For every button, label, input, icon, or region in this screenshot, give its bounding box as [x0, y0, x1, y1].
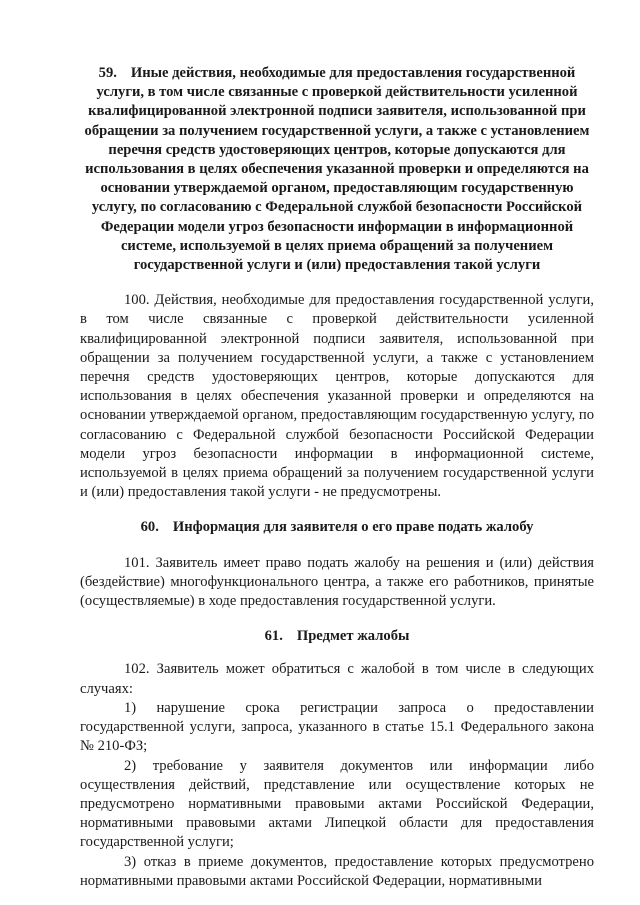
section-title: Иные действия, необходимые для предоставления государственной услуги, в том числе связанные с проверкой действительности усиленной квалифицированной электронной подписи заявителя, использованной при обращении за получением государственной услуги, а также с установлением перечня средств удостоверяющих центров, которые допускаются для использования в целях обеспечения указанной проверки и определяются на основании утверждаемой органом, предоставляющим государственную услугу, по согласованию с Федеральной службой безопасности Российской Федерации модели угроз безопасности информации в информационной системе, используемой в целях приема обращений за получением государственной услуги и (или) предоставления такой услуги: [84, 65, 590, 274]
list-item: 1) нарушение срока регистрации запроса о предоставлении государственной услуги, запроса, указанного в статье 15.1 Федерального закона № 210-ФЗ;: [80, 699, 594, 755]
section-60-heading: [80, 518, 594, 537]
list-item: 3) отказ в приеме документов, предоставление которых предусмотрено нормативными правовыми актами Российской Федерации, нормативными: [80, 853, 594, 889]
section-title: Предмет жалобы: [296, 628, 410, 645]
paragraph-100: 100. Действия, необходимые для предоставления государственной услуги, в том числе связанные с проверкой действительности усиленной квалифицированной электронной подписи заявителя, использованной при обращении за получением государственной услуги, а также с установлением перечня средств удостоверяющих центров, которые допускаются для использования в целях обеспечения указанной проверки и определяются на основании утверждаемой органом, предоставляющим государственную услугу, по согласованию с Федеральной службой безопасности Российской Федерации модели угроз безопасности информации в информационной системе, используемой в целях приема обращений за получением государственной услуги и (или) предоставления такой услуги - не предусмотрены.: [80, 292, 594, 501]
section-59-heading: [80, 64, 594, 275]
list-item: 2) требование у заявителя документов или информации либо осуществления действий, представление или осуществление которых не предусмотрено нормативными правовыми актами Российской Федерации, нормативными правовыми актами Липецкой области для предоставления государственной услуги;: [80, 757, 594, 851]
section-title: Информация для заявителя о его праве подать жалобу: [172, 519, 534, 536]
section-number: 60.: [140, 519, 159, 536]
section-number: 59.: [98, 65, 117, 81]
section-number: 61.: [264, 628, 283, 645]
paragraph-101: 101. Заявитель имеет право подать жалобу на решения и (или) действия (бездействие) многофункционального центра, а также его работников, принятые (осуществляемые) в ходе предоставления государственной услуги.: [80, 554, 594, 610]
paragraph-102: 102. Заявитель может обратиться с жалобой в том числе в следующих случаях:: [80, 661, 594, 697]
section-61-heading: [80, 627, 594, 646]
